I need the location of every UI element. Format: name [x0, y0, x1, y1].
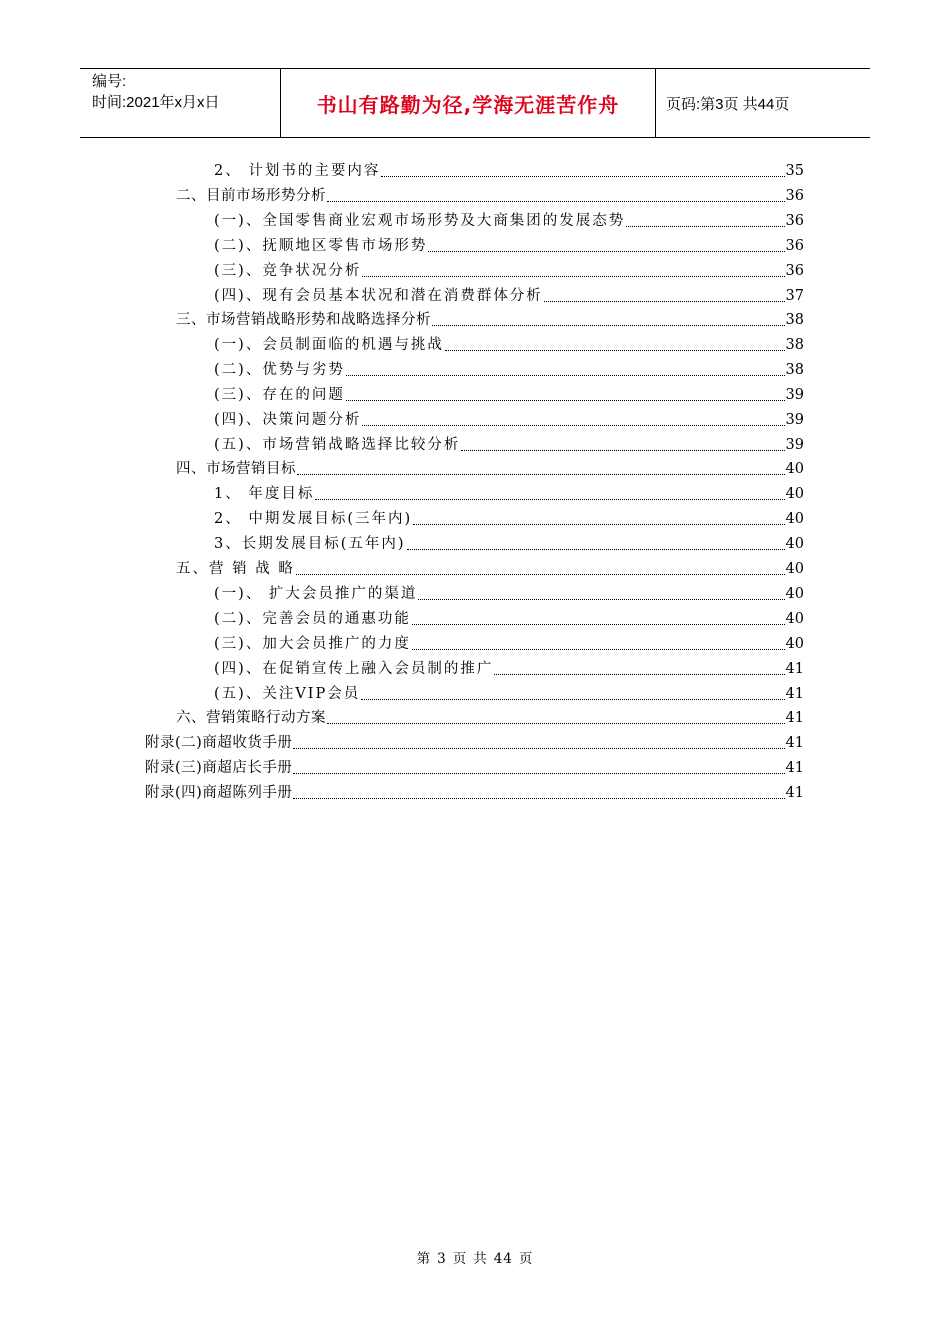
- toc-entry-page: 40: [785, 561, 804, 577]
- number-label: 编号:: [92, 73, 127, 90]
- footer-ye2: 页: [518, 1251, 534, 1267]
- toc-entry[interactable]: [214, 160, 804, 182]
- toc-entry-page: 39: [785, 387, 804, 403]
- toc-leader: [315, 498, 784, 500]
- toc-leader: [412, 623, 785, 625]
- footer-di: 第: [416, 1251, 432, 1267]
- toc-leader: [362, 275, 784, 277]
- toc-entry-title: 三、市场营销战略形势和战略选择分析: [176, 312, 431, 328]
- toc-entry[interactable]: [214, 285, 804, 307]
- toc-entry-page: 38: [785, 362, 804, 378]
- toc-entry[interactable]: [214, 508, 804, 530]
- toc-entry[interactable]: [214, 658, 804, 680]
- toc-entry[interactable]: [214, 359, 804, 381]
- toc-entry-title: 六、营销策略行动方案: [176, 710, 326, 726]
- toc-entry-page: 41: [785, 661, 804, 677]
- toc-entry[interactable]: [176, 458, 804, 480]
- toc-entry-page: 36: [785, 188, 804, 204]
- toc-entry-title: (一)、 扩大会员推广的渠道: [214, 586, 418, 602]
- toc-entry-page: 41: [785, 735, 804, 751]
- footer-current-page: 3: [437, 1251, 447, 1267]
- toc-entry-title: 1、 年度目标: [214, 486, 315, 502]
- toc-entry-page: 41: [785, 760, 804, 776]
- toc-entry[interactable]: [214, 235, 804, 257]
- toc-leader: [428, 250, 784, 252]
- toc-leader: [293, 772, 784, 774]
- toc-entry-title: (二)、完善会员的通惠功能: [214, 611, 411, 627]
- time-label: 时间:2021年x月x日: [92, 94, 220, 111]
- toc-entry-page: 36: [785, 263, 804, 279]
- toc-entry[interactable]: [145, 757, 804, 779]
- toc-entry-page: 40: [785, 611, 804, 627]
- toc-entry[interactable]: [176, 185, 804, 207]
- toc-leader: [346, 399, 785, 401]
- toc-entry-page: 38: [785, 337, 804, 353]
- footer-total-pages: 44: [493, 1251, 513, 1267]
- toc-entry-page: 41: [785, 710, 804, 726]
- toc-entry-title: 2、 计划书的主要内容: [214, 163, 381, 179]
- toc-entry-title: (一)、全国零售商业宏观市场形势及大商集团的发展态势: [214, 213, 626, 229]
- toc-entry[interactable]: [214, 533, 804, 555]
- toc-leader: [346, 374, 785, 376]
- toc-entry-page: 36: [785, 213, 804, 229]
- toc-entry-title: (三)、存在的问题: [214, 387, 345, 403]
- toc-leader: [361, 698, 784, 700]
- header-page-info: 页码:第3页 共44页: [666, 95, 790, 113]
- toc-entry[interactable]: [214, 409, 804, 431]
- toc-leader: [461, 449, 784, 451]
- toc-entry-page: 39: [785, 412, 804, 428]
- toc-entry[interactable]: [214, 434, 804, 456]
- toc-leader: [381, 175, 784, 177]
- toc-entry-page: 40: [785, 536, 804, 552]
- page-header: [80, 68, 870, 138]
- toc-leader: [412, 648, 785, 650]
- toc-leader: [413, 523, 784, 525]
- toc-entry[interactable]: [176, 558, 804, 580]
- toc-leader: [327, 200, 785, 202]
- toc-entry[interactable]: [214, 260, 804, 282]
- toc-entry-page: 41: [785, 686, 804, 702]
- header-motto: 书山有路勤为径,学海无涯苦作舟: [280, 69, 656, 137]
- toc-entry-page: 40: [785, 511, 804, 527]
- toc-leader: [626, 225, 784, 227]
- footer-ye: 页: [452, 1251, 468, 1267]
- toc-entry-title: 四、市场营销目标: [176, 461, 296, 477]
- toc-entry-title: 附录(二)商超收货手册: [145, 735, 293, 751]
- toc-entry-page: 37: [785, 288, 804, 304]
- toc-entry[interactable]: [145, 782, 804, 804]
- toc-entry[interactable]: [214, 384, 804, 406]
- toc-leader: [327, 722, 785, 724]
- toc-entry-title: 3、长期发展目标(五年内): [214, 536, 406, 552]
- toc-entry-title: 2、 中期发展目标(三年内): [214, 511, 413, 527]
- toc-entry-page: 39: [785, 437, 804, 453]
- toc-entry-title: (四)、在促销宣传上融入会员制的推广: [214, 661, 494, 677]
- toc-entry[interactable]: [214, 683, 804, 705]
- toc-leader: [494, 673, 784, 675]
- toc-entry-page: 40: [785, 461, 804, 477]
- toc-entry-title: (二)、优势与劣势: [214, 362, 345, 378]
- toc-leader: [296, 573, 785, 575]
- toc-entry-page: 36: [785, 238, 804, 254]
- toc-entry-title: 附录(四)商超陈列手册: [145, 785, 293, 801]
- toc-leader: [544, 300, 785, 302]
- toc-entry-title: (三)、竞争状况分析: [214, 263, 362, 279]
- toc-entry[interactable]: [214, 633, 804, 655]
- toc-entry-page: 40: [785, 586, 804, 602]
- toc-entry-page: 35: [785, 163, 804, 179]
- toc-leader: [418, 598, 784, 600]
- toc-entry[interactable]: [145, 732, 804, 754]
- toc-leader: [407, 548, 785, 550]
- toc-entry-title: 附录(三)商超店长手册: [145, 760, 293, 776]
- toc-entry[interactable]: [176, 309, 804, 331]
- footer-gong: 共: [473, 1251, 488, 1267]
- toc-entry[interactable]: [214, 334, 804, 356]
- toc-entry[interactable]: [176, 707, 804, 729]
- toc-entry[interactable]: [214, 210, 804, 232]
- toc-entry-title: (五)、市场营销战略选择比较分析: [214, 437, 461, 453]
- toc-leader: [293, 747, 784, 749]
- toc-entry-title: (四)、现有会员基本状况和潜在消费群体分析: [214, 288, 543, 304]
- toc-leader: [445, 349, 785, 351]
- toc-leader: [293, 797, 784, 799]
- toc-entry-title: (一)、会员制面临的机遇与挑战: [214, 337, 444, 353]
- toc-entry-page: 40: [785, 636, 804, 652]
- page-footer: [0, 1247, 950, 1267]
- toc-entry-title: 二、目前市场形势分析: [176, 188, 326, 204]
- toc-entry[interactable]: [214, 583, 804, 605]
- toc-entry[interactable]: [214, 608, 804, 630]
- toc-leader: [432, 324, 785, 326]
- toc-leader: [297, 473, 785, 475]
- toc-entry[interactable]: [214, 483, 804, 505]
- toc-entry-title: (四)、决策问题分析: [214, 412, 362, 428]
- toc-entry-page: 40: [785, 486, 804, 502]
- header-meta: [80, 69, 280, 137]
- toc-entry-title: 五、营 销 战 略: [176, 561, 295, 577]
- toc-leader: [362, 424, 784, 426]
- toc-entry-page: 38: [785, 312, 804, 328]
- toc-entry-title: (二)、抚顺地区零售市场形势: [214, 238, 428, 254]
- toc-entry-title: (五)、关注VIP会员: [214, 686, 361, 702]
- toc-entry-title: (三)、加大会员推广的力度: [214, 636, 411, 652]
- toc-entry-page: 41: [785, 785, 804, 801]
